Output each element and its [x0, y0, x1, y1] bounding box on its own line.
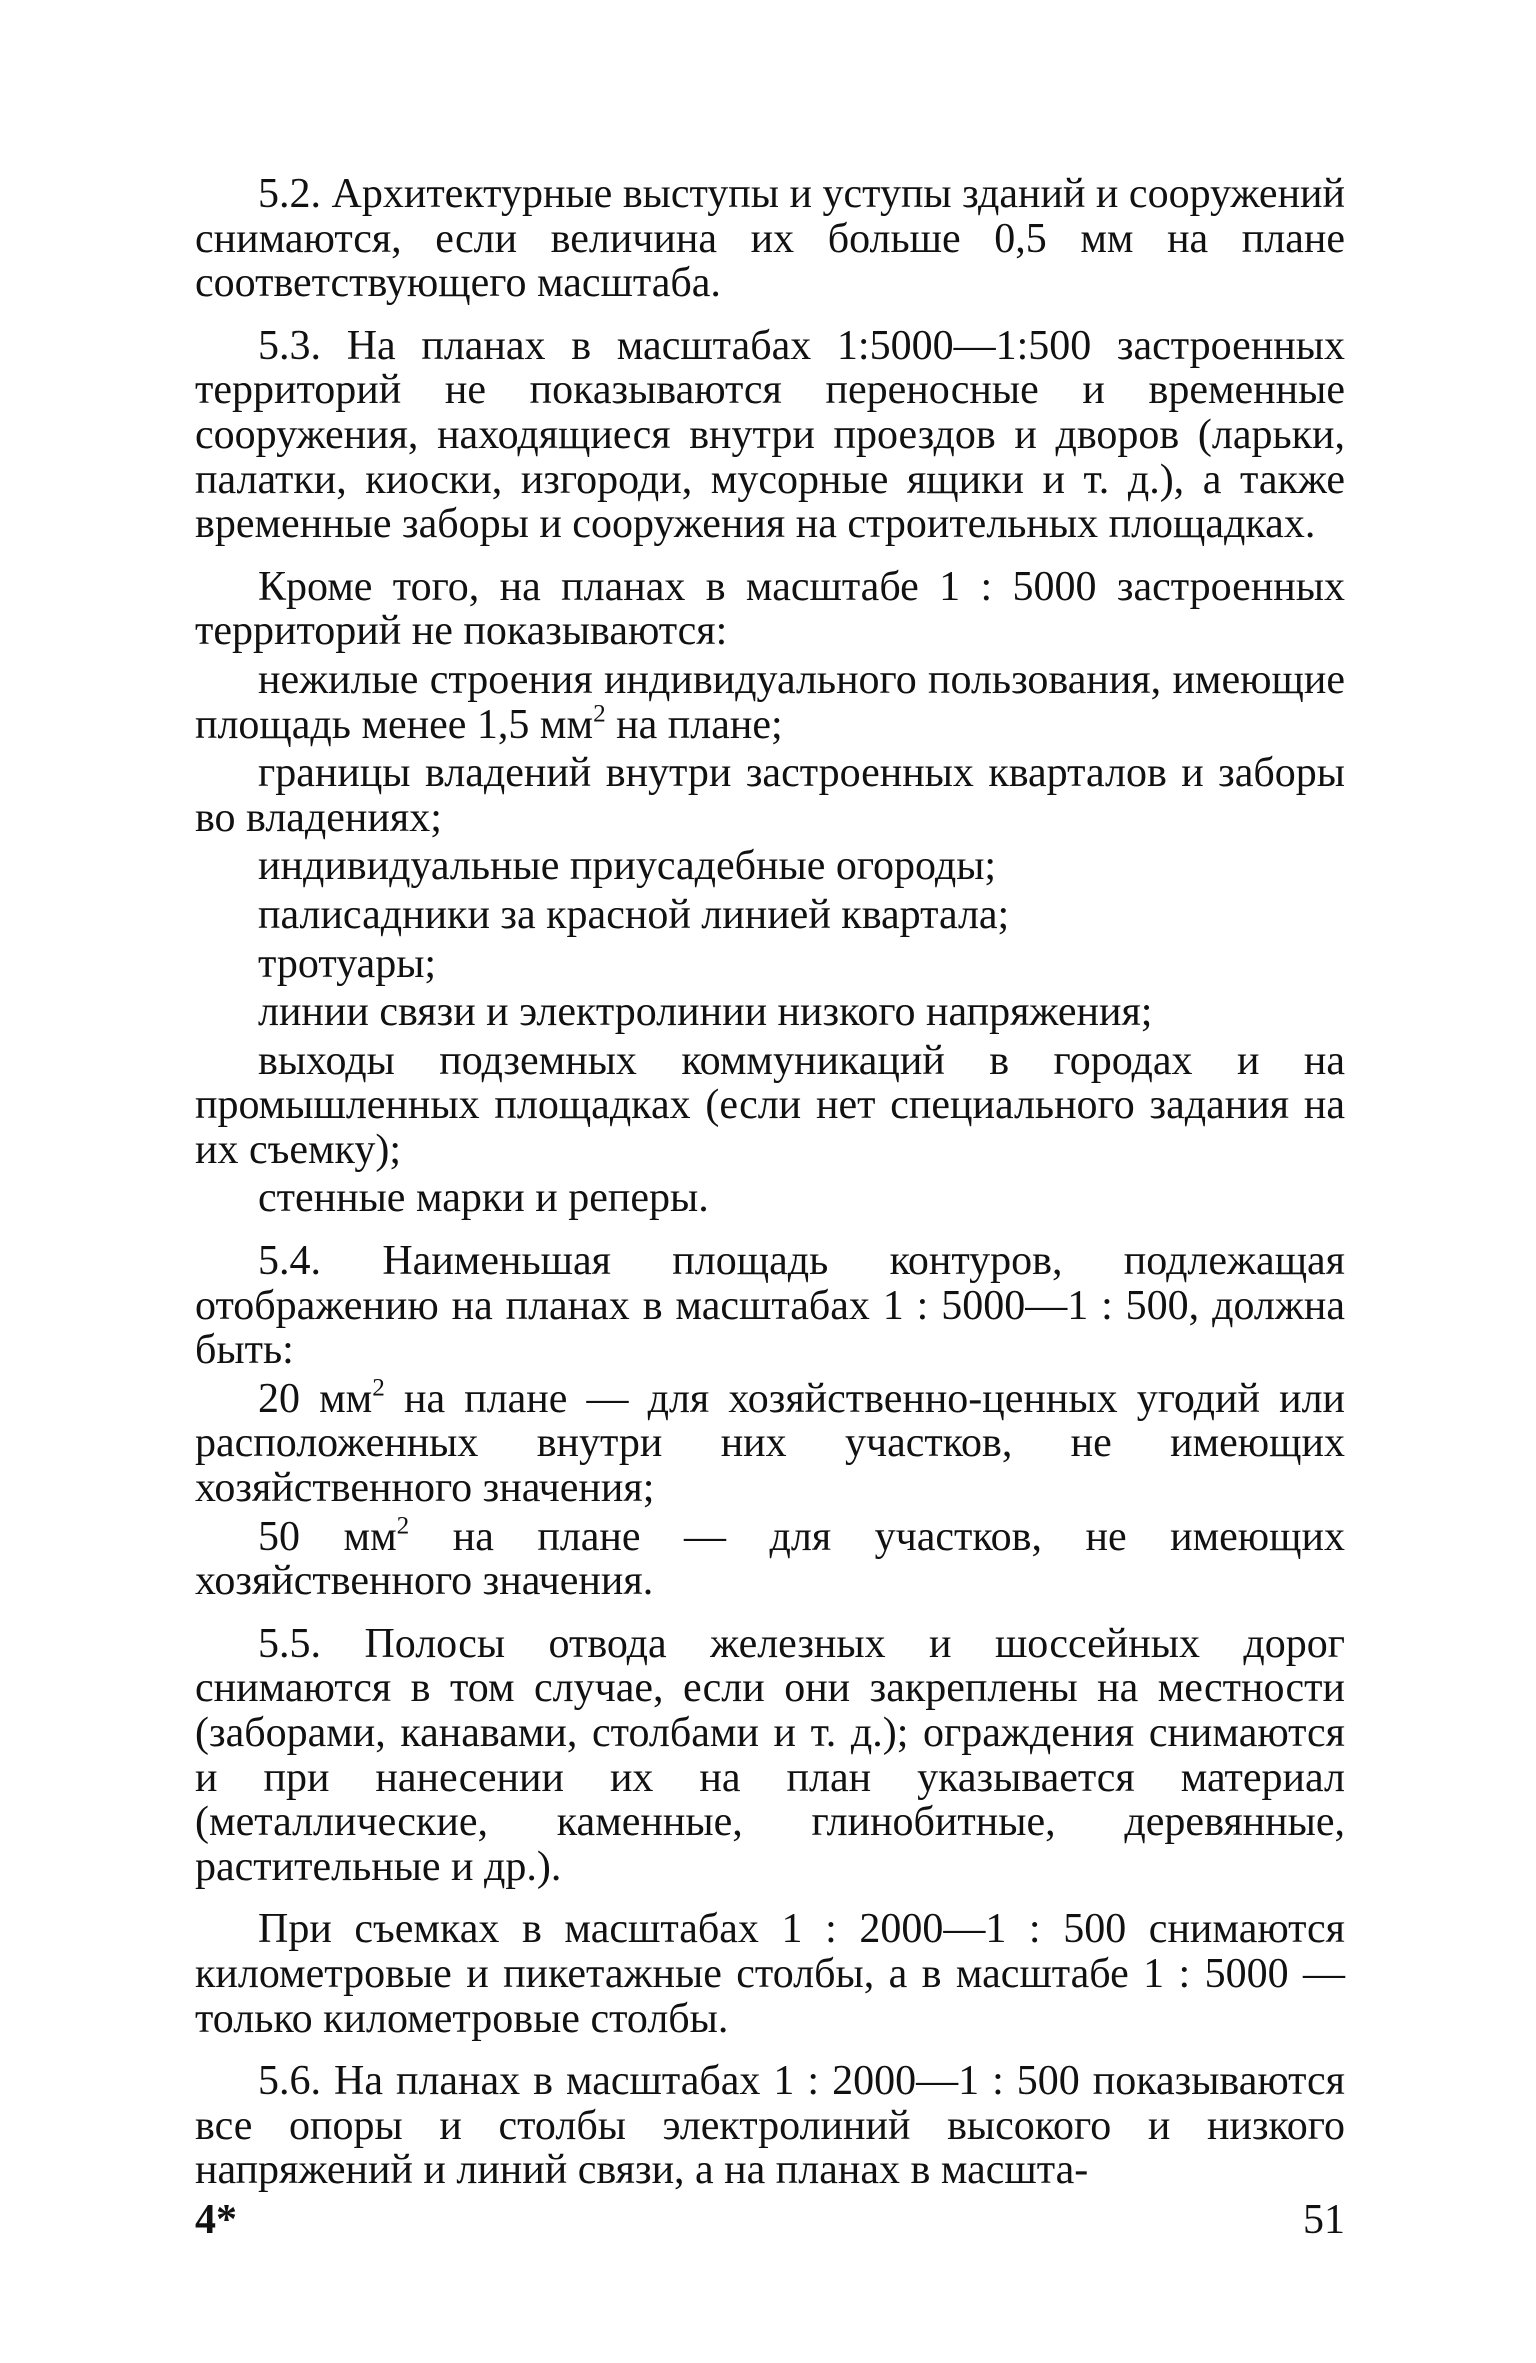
area-50-value: 50 мм — [258, 1513, 397, 1560]
list-item-lines: линии связи и электролинии низкого напряжения; — [258, 989, 1153, 1036]
paragraph-5-6: 5.6. На планах в масштабах 1 : 2000—1 : 500 показываются все опоры и столбы электролиний высокого и низкого напряжений и линий связи, а на планах в масшта- — [195, 2058, 1345, 2194]
paragraph-5-2: 5.2. Архитектурные выступы и уступы зданий и сооружений снимаются, если величина их больше 0,5 мм на плане соответствующего масштаба. — [195, 171, 1345, 307]
paragraph-5-3: 5.3. На планах в масштабах 1:5000—1:500 застроенных территорий не показываются переносные и временные сооружения, находящиеся внутри проездов и дворов (ларьки, палатки, киоски, изгороди, мусорные ящики и т. д.), а также временные заборы и сооружения на строительных площадках. — [195, 322, 1345, 548]
list-item-structures-end: на плане; — [605, 701, 783, 748]
list-item-gardens: индивидуальные приусадебные огороды; — [258, 843, 997, 890]
paragraph-area-50 — [195, 1512, 1346, 1605]
page-body — [195, 172, 1345, 2193]
paragraph-5-5: 5.5. Полосы отвода железных и шоссейных дорог снимаются в том случае, если они закреплены на местности (заборами, канавами, столбами и т. д.); ограждения снимаются и при нанесении их на план указывается материал (металлические, каменные, глинобитные, деревянные, растительные и др.). — [195, 1620, 1345, 1890]
paragraph-intro: Кроме того, на планах в масштабе 1 : 5000 застроенных территорий не показываются: — [195, 563, 1345, 655]
area-20-text: на плане — для хозяйственно-ценных угодий или расположенных внутри них участков, не имеющих хозяйственного значения; — [195, 1375, 1346, 1512]
paragraph-5-4: 5.4. Наименьшая площадь контуров, подлежащая отображению на планах в масштабах 1 : 5000—1 : 500, должна быть: — [195, 1238, 1345, 1374]
area-20-value: 20 мм — [258, 1375, 373, 1422]
paragraph-surveys: При съемках в масштабах 1 : 2000—1 : 500 снимаются километровые и пикетажные столбы, а в масштабе 1 : 5000 — только километровые столбы. — [195, 1906, 1345, 2042]
list-item-structures — [195, 658, 1345, 747]
list-item-wall-marks: стенные марки и реперы. — [258, 1175, 709, 1222]
list-item-boundaries: границы владений внутри застроенных кварталов и заборы во владениях; — [195, 750, 1345, 841]
list-item-sidewalks: тротуары; — [258, 940, 437, 987]
list-item-utility-exits: выходы подземных коммуникаций в городах и на промышленных площадках (если нет специального задания на их съемку); — [195, 1037, 1345, 1173]
superscript: 2 — [593, 700, 606, 728]
area-50-text: на плане — для участков, не имеющих хозяйственного значения. — [195, 1513, 1346, 1605]
paragraph-area-20 — [195, 1374, 1346, 1512]
page-number: 51 — [1303, 2197, 1345, 2243]
superscript: 2 — [372, 1374, 385, 1402]
list-item-front-gardens: палисадники за красной линией квартала; — [258, 891, 1010, 938]
superscript: 2 — [396, 1512, 410, 1540]
signature-mark: 4* — [195, 2197, 237, 2243]
list-item-structures-text: нежилые строения индивидуального пользования, имеющие площадь менее 1,5 мм — [195, 656, 1345, 748]
